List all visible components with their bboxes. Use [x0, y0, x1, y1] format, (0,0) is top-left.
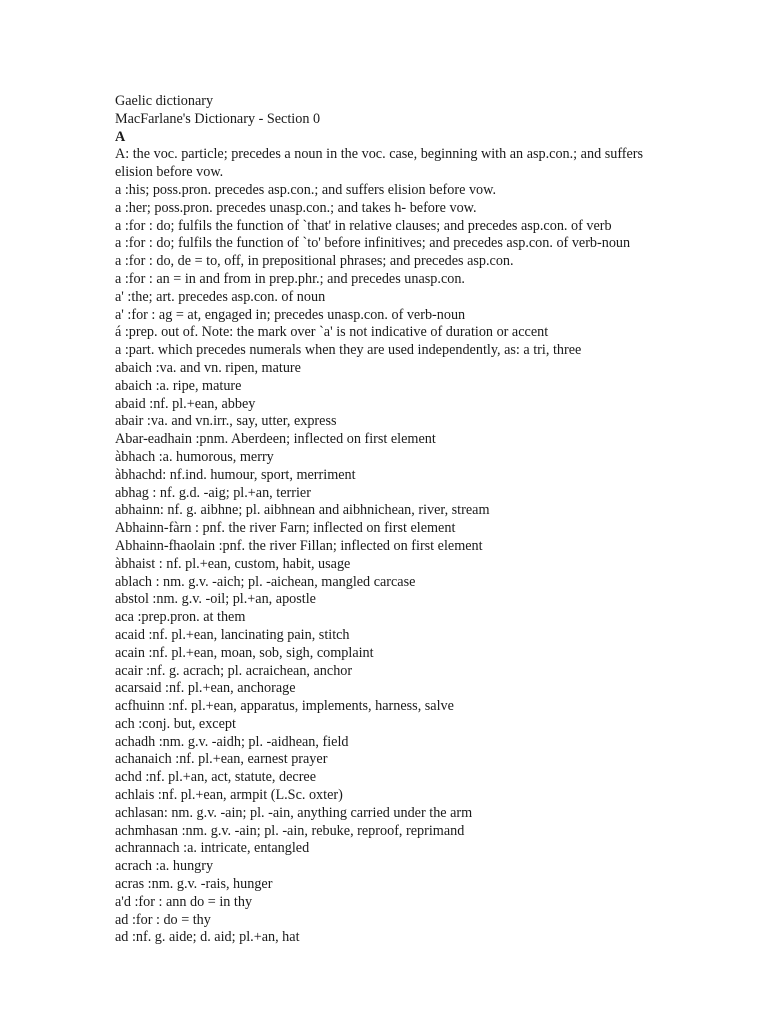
dictionary-entry: acain :nf. pl.+ean, moan, sob, sigh, complaint [115, 644, 374, 661]
dictionary-entry: a :for : do; fulfils the function of `to' before infinitives; and precedes asp.con. of verb-noun [115, 235, 631, 252]
dictionary-entry: A: the voc. particle; precedes a noun in the voc. case, beginning with an asp.con.; and suffers elision before vow. [115, 146, 644, 181]
dictionary-entry: acfhuinn :nf. pl.+ean, apparatus, implements, harness, salve [115, 698, 454, 715]
dictionary-entry: a :for : do; fulfils the function of `that' in relative clauses; and precedes asp.con. of verb [115, 217, 612, 234]
document-title: Gaelic dictionary [115, 93, 214, 109]
dictionary-entry: Abar-eadhain :pnm. Aberdeen; inflected on first element [115, 431, 436, 448]
dictionary-entry: achlais :nf. pl.+ean, armpit (L.Sc. oxter) [115, 787, 343, 804]
dictionary-entry: achrannach :a. intricate, entangled [115, 840, 310, 857]
dictionary-entry: achmhasan :nm. g.v. -ain; pl. -ain, rebuke, reproof, reprimand [115, 822, 465, 839]
dictionary-entry: achadh :nm. g.v. -aidh; pl. -aidhean, field [115, 733, 349, 750]
dictionary-entry: abstol :nm. g.v. -oil; pl.+an, apostle [115, 591, 316, 608]
dictionary-entry: Abhainn-fhaolain :pnf. the river Fillan; inflected on first element [115, 537, 483, 554]
dictionary-entry: achlasan: nm. g.v. -ain; pl. -ain, anything carried under the arm [115, 804, 473, 821]
dictionary-entry: abhainn: nf. g. aibhne; pl. aibhnean and aibhnichean, river, stream [115, 502, 490, 519]
dictionary-entry: acras :nm. g.v. -rais, hunger [115, 876, 273, 893]
dictionary-entry: àbhaist : nf. pl.+ean, custom, habit, usage [115, 555, 351, 572]
dictionary-entry: abair :va. and vn.irr., say, utter, express [115, 413, 337, 430]
dictionary-entry: ablach : nm. g.v. -aich; pl. -aichean, mangled carcase [115, 573, 416, 590]
dictionary-entry: a :his; poss.pron. precedes asp.con.; and suffers elision before vow. [115, 181, 496, 198]
dictionary-entry: acaid :nf. pl.+ean, lancinating pain, stitch [115, 626, 350, 643]
dictionary-entry: abaich :a. ripe, mature [115, 377, 242, 394]
dictionary-entry: acair :nf. g. acrach; pl. acraichean, anchor [115, 662, 353, 679]
dictionary-entry: a' :the; art. precedes asp.con. of noun [115, 288, 326, 305]
dictionary-entry: a :for : an = in and from in prep.phr.; and precedes unasp.con. [115, 270, 465, 287]
dictionary-entry: a' :for : ag = at, engaged in; precedes unasp.con. of verb-noun [115, 306, 466, 323]
dictionary-entry: a'd :for : ann do = in thy [115, 893, 253, 910]
dictionary-entry: ad :nf. g. aide; d. aid; pl.+an, hat [115, 929, 300, 946]
section-subtitle: MacFarlane's Dictionary - Section 0 [115, 110, 321, 127]
dictionary-entry: a :for : do, de = to, off, in prepositional phrases; and precedes asp.con. [115, 253, 514, 270]
entry-list [115, 146, 655, 947]
dictionary-entry: abhag : nf. g.d. -aig; pl.+an, terrier [115, 484, 311, 501]
dictionary-entry: àbhach :a. humorous, merry [115, 448, 274, 465]
dictionary-entry: acrach :a. hungry [115, 858, 214, 875]
dictionary-page [115, 93, 655, 947]
dictionary-entry: achd :nf. pl.+an, act, statute, decree [115, 769, 317, 786]
dictionary-entry: Abhainn-fàrn : pnf. the river Farn; inflected on first element [115, 520, 456, 537]
dictionary-entry: ad :for : do = thy [115, 911, 211, 928]
letter-heading: A [115, 128, 126, 145]
dictionary-entry: achanaich :nf. pl.+ean, earnest prayer [115, 751, 328, 768]
dictionary-entry: ach :conj. but, except [115, 715, 236, 732]
dictionary-entry: a :part. which precedes numerals when they are used independently, as: a tri, three [115, 342, 582, 359]
dictionary-entry: a :her; poss.pron. precedes unasp.con.; and takes h- before vow. [115, 199, 477, 216]
dictionary-entry: abaid :nf. pl.+ean, abbey [115, 395, 256, 412]
dictionary-entry: abaich :va. and vn. ripen, mature [115, 359, 301, 376]
dictionary-entry: acarsaid :nf. pl.+ean, anchorage [115, 680, 296, 697]
dictionary-entry: aca :prep.pron. at them [115, 609, 246, 626]
dictionary-entry: á :prep. out of. Note: the mark over `a' is not indicative of duration or accent [115, 324, 549, 341]
dictionary-entry: àbhachd: nf.ind. humour, sport, merriment [115, 466, 356, 483]
